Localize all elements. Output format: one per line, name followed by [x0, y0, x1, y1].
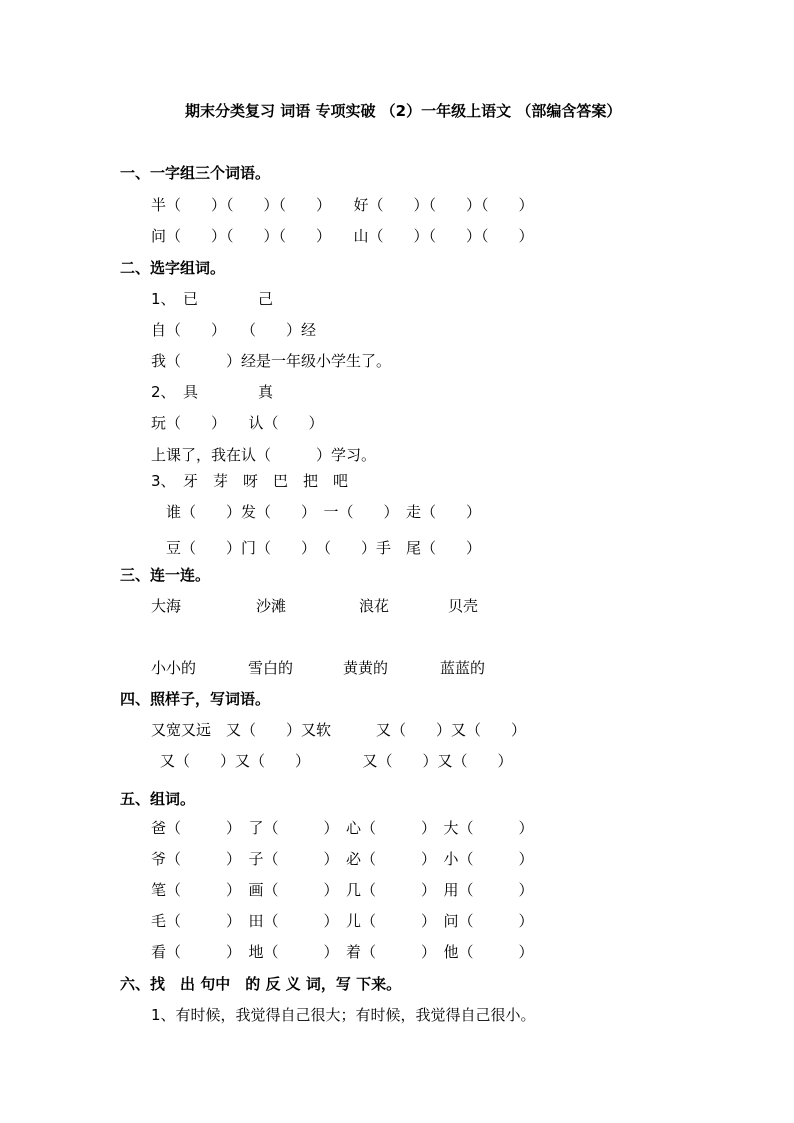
match-top-2: 沙滩 [256, 597, 287, 615]
section-1-row-1: 半（ ）（ ）（ ） 好（ ）（ ）（ ） [151, 196, 534, 214]
section-1-heading: 一、一字组三个词语。 [120, 164, 271, 182]
group-3-row-1: 谁（ ）发（ ） 一（ ） 走（ ） [166, 503, 482, 521]
match-top-4: 贝壳 [448, 597, 479, 615]
match-bottom-1: 小小的 [151, 659, 197, 677]
group-1-sentence: 我（ ）经是一年级小学生了。 [151, 352, 392, 370]
section-5-row-1: 爸（ ） 了（ ） 心（ ） 大（ ） [151, 819, 534, 837]
section-5-row-5: 看（ ） 地（ ） 着（ ） 他（ ） [151, 943, 534, 961]
group-2-blanks: 玩（ ） 认（ ） [151, 414, 324, 432]
match-bottom-3: 黄黄的 [343, 659, 389, 677]
page-title: 期末分类复习 词语 专项实破 （2）一年级上语文 （部编含答案） [185, 102, 622, 120]
group-3-characters: 3、 牙 芽 呀 巴 把 吧 [151, 472, 349, 490]
section-2-heading: 二、选字组词。 [120, 259, 226, 277]
group-2-characters: 2、 具 真 [151, 383, 274, 401]
match-bottom-2: 雪白的 [248, 659, 294, 677]
group-3-row-2: 豆（ ）门（ ） （ ）手 尾（ ） [166, 539, 482, 557]
section-4-row-2: 又（ ）又（ ） 又（ ）又（ ） [160, 752, 513, 770]
group-2-sentence: 上课了，我在认（ ）学习。 [151, 446, 377, 464]
match-top-1: 大海 [151, 597, 182, 615]
section-3-heading: 三、连一连。 [120, 566, 211, 584]
section-5-row-3: 笔（ ） 画（ ） 几（ ） 用（ ） [151, 881, 534, 899]
section-6-question-1: 1、有时候，我觉得自己很大；有时候，我觉得自己很小。 [151, 1006, 536, 1024]
section-6-heading: 六、找 出 句中 的 反 义 词，写 下来。 [120, 975, 402, 993]
match-top-3: 浪花 [359, 597, 390, 615]
section-4-row-1: 又宽又远 又（ ）又软 又（ ）又（ ） [151, 721, 527, 739]
group-1-characters: 1、 已 己 [151, 290, 274, 308]
group-1-blanks: 自（ ） （ ）经 [151, 321, 317, 339]
section-5-row-2: 爷（ ） 子（ ） 必（ ） 小（ ） [151, 850, 534, 868]
section-5-heading: 五、组词。 [120, 790, 196, 808]
section-4-heading: 四、照样子，写词语。 [120, 690, 271, 708]
section-1-row-2: 问（ ）（ ）（ ） 山（ ）（ ）（ ） [151, 227, 534, 245]
match-bottom-4: 蓝蓝的 [440, 659, 486, 677]
section-5-row-4: 毛（ ） 田（ ） 儿（ ） 问（ ） [151, 912, 534, 930]
